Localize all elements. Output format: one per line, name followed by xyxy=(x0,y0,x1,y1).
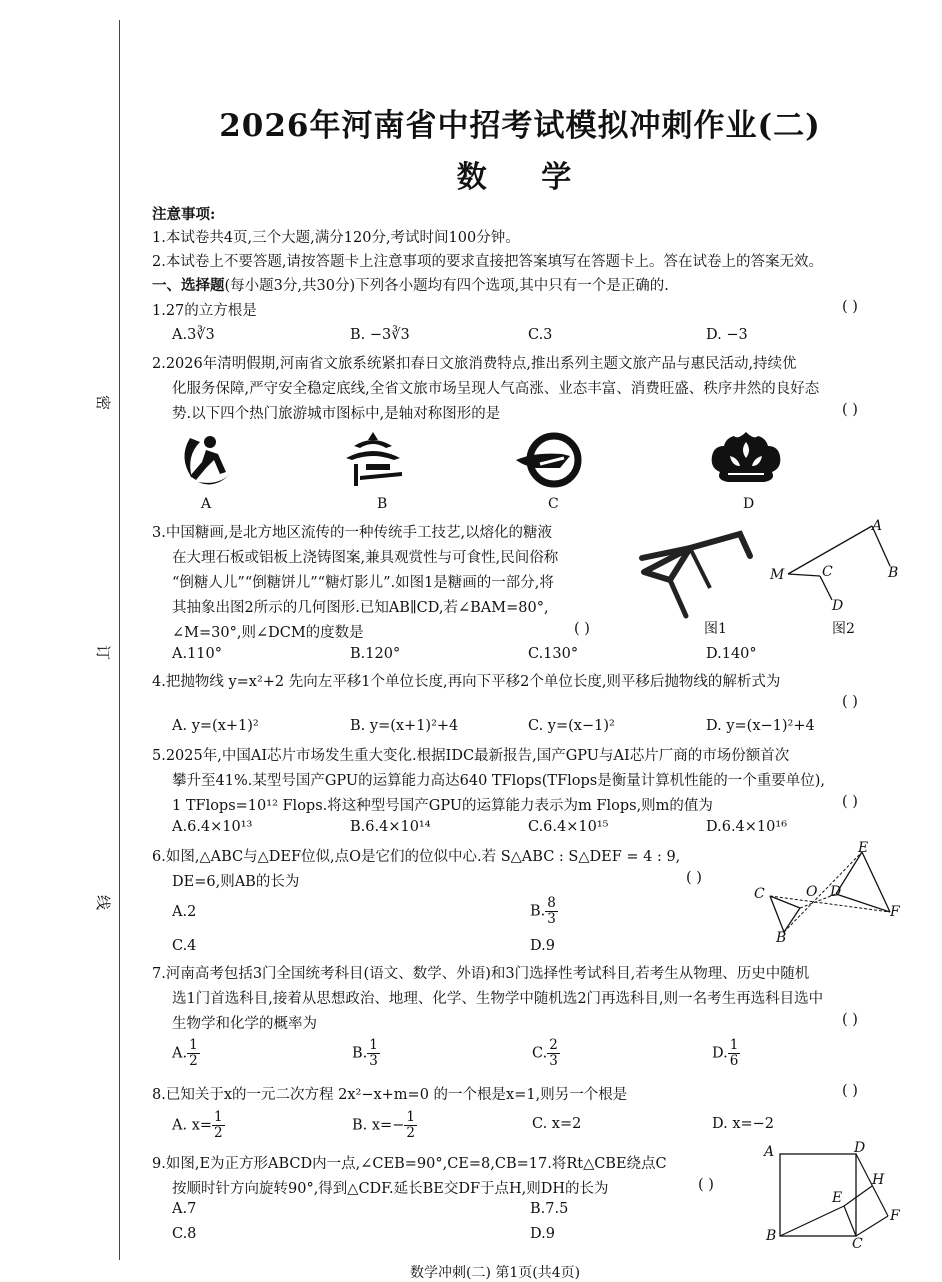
q6-point-b: B xyxy=(776,930,787,946)
q1-answer-paren: ( ) xyxy=(842,299,858,315)
q4-stem: 4.把抛物线 y=x²+2 先向左平移1个单位长度,再向下平移2个单位长度,则平移后抛物线的解析式为 xyxy=(152,674,781,690)
page-footer: 数学冲刺(二) 第1页(共4页) xyxy=(410,1265,581,1281)
q7-option-d-numerator: 1 xyxy=(729,1037,739,1053)
q9-option-d: D.9 xyxy=(530,1226,555,1242)
q3-figure-1-sugar-painting xyxy=(630,528,760,624)
q7-option-a xyxy=(172,1038,200,1069)
q9-point-h: H xyxy=(872,1172,885,1188)
q7-line-1: 7.河南高考包括3门全国统考科目(语文、数学、外语)和3门选择性考试科目,若考生从物理、历史中随机 xyxy=(152,966,810,982)
q5-line-2: 攀升至41%.某型号国产GPU的运算能力高达640 TFlops(TFlops是衡量计算机性能的一个重要单位), xyxy=(172,773,825,789)
section1-heading: 一、选择题 xyxy=(152,277,225,294)
q3-option-c: C.130° xyxy=(528,646,579,662)
q9-option-a: A.7 xyxy=(172,1201,197,1217)
city-icon-peony xyxy=(708,428,784,486)
q7-option-b-fraction xyxy=(367,1038,380,1069)
q5-line-1: 5.2025年,中国AI芯片市场发生重大变化.根据IDC最新报告,国产GPU与AI芯片厂商的市场份额首次 xyxy=(152,748,790,764)
q3-point-a: A xyxy=(872,518,883,534)
q3-line-3: “倒糖人儿”“倒糖饼儿”“糖灯影儿”.如图1是糖画的一部分,将 xyxy=(172,575,554,591)
q3-point-m: M xyxy=(770,567,785,583)
binding-line xyxy=(119,20,120,1260)
q4-option-c: C. y=(x−1)² xyxy=(528,718,615,734)
q8-option-d: D. x=−2 xyxy=(712,1116,775,1132)
q3-option-a: A.110° xyxy=(172,646,223,662)
q7-option-b xyxy=(352,1038,380,1069)
q5-option-d: D.6.4×10¹⁶ xyxy=(706,819,788,835)
binding-char-ding: 订 xyxy=(94,644,113,661)
q7-option-c xyxy=(532,1038,560,1069)
q2-label-c: C xyxy=(548,496,559,512)
subject-title: 数 学 xyxy=(456,160,594,195)
q8-stem: 8.已知关于x的一元二次方程 2x²−x+m=0 的一个根是x=1,则另一个根是 xyxy=(152,1087,628,1103)
q2-label-d: D xyxy=(743,496,755,512)
q2-line-1: 2.2026年清明假期,河南省文旅系统紧扣春日文旅消费特点,推出系列主题文旅产品与惠民活动,持续优 xyxy=(152,356,797,372)
q7-option-c-numerator: 2 xyxy=(549,1037,558,1053)
q8-option-a-fraction xyxy=(212,1110,225,1141)
notice-item-2: 2.本试卷上不要答题,请按答题卡上注意事项的要求直接把答案填写在答题卡上。答在试卷上的答案无效。 xyxy=(152,254,823,270)
q3-fig1-caption: 图1 xyxy=(704,621,727,637)
q3-line-5: ∠M=30°,则∠DCM的度数是 xyxy=(172,625,364,641)
q1-option-a: A.3∛3 xyxy=(172,327,215,343)
q5-answer-paren: ( ) xyxy=(842,794,858,810)
q5-option-b: B.6.4×10¹⁴ xyxy=(350,819,431,835)
q8-option-a xyxy=(172,1110,225,1141)
q8-option-b xyxy=(352,1110,417,1141)
q7-option-a-label: A. xyxy=(172,1045,188,1062)
q9-line-1: 9.如图,E为正方形ABCD内一点,∠CEB=90°,CE=8,CB=17.将Rt△CBE绕点C xyxy=(152,1156,667,1172)
q5-option-c: C.6.4×10¹⁵ xyxy=(528,819,609,835)
q6-point-e: E xyxy=(858,840,869,856)
q6-option-b xyxy=(530,896,558,927)
q8-answer-paren: ( ) xyxy=(842,1083,858,1099)
section1-desc: (每小题3分,共30分)下列各小题均有四个选项,其中只有一个是正确的. xyxy=(224,278,669,294)
city-icon-circle-logo xyxy=(514,430,584,492)
q7-option-b-denominator: 3 xyxy=(369,1053,378,1069)
binding-char-xian: 线 xyxy=(94,894,113,911)
q7-option-a-denominator: 2 xyxy=(189,1053,198,1069)
q3-answer-paren: ( ) xyxy=(574,621,590,637)
q7-option-d-fraction xyxy=(728,1038,741,1069)
q6-option-b-label: B. xyxy=(530,903,546,920)
q7-option-b-numerator: 1 xyxy=(369,1037,378,1053)
q8-option-c: C. x=2 xyxy=(532,1116,582,1132)
q9-answer-paren: ( ) xyxy=(698,1177,714,1193)
q3-fig2-caption: 图2 xyxy=(832,621,855,637)
q9-point-d: D xyxy=(854,1140,866,1156)
q2-line-2: 化服务保障,严守安全稳定底线,全省文旅市场呈现人气高涨、业态丰富、消费旺盛、秩序井然的良好态 xyxy=(172,381,820,397)
q4-answer-paren: ( ) xyxy=(842,694,858,710)
q8-option-b-denominator: 2 xyxy=(406,1125,415,1141)
section1-header xyxy=(152,274,669,295)
q2-label-a: A xyxy=(201,496,212,512)
q2-line-3: 势.以下四个热门旅游城市图标中,是轴对称图形的是 xyxy=(172,406,501,422)
q6-option-b-numerator: 8 xyxy=(547,895,556,911)
q7-option-c-denominator: 3 xyxy=(549,1053,558,1069)
q2-label-b: B xyxy=(377,496,388,512)
q3-point-c: C xyxy=(822,564,833,580)
q6-option-c: C.4 xyxy=(172,938,197,954)
q6-option-b-denominator: 3 xyxy=(547,911,556,927)
q7-option-d xyxy=(712,1038,740,1069)
q3-point-b: B xyxy=(888,565,899,581)
q3-line-2: 在大理石板或铝板上浇铸图案,兼具观赏性与可食性,民间俗称 xyxy=(172,550,559,566)
q7-option-a-fraction xyxy=(187,1038,200,1069)
q3-point-d: D xyxy=(832,598,844,614)
q1-option-b: B. −3∛3 xyxy=(350,327,410,343)
q3-line-1: 3.中国糖画,是北方地区流传的一种传统手工技艺,以熔化的糖液 xyxy=(152,525,553,541)
q7-option-c-label: C. xyxy=(532,1045,548,1062)
q4-option-d: D. y=(x−1)²+4 xyxy=(706,718,815,734)
q7-option-a-numerator: 1 xyxy=(189,1037,198,1053)
q7-option-d-label: D. xyxy=(712,1045,728,1062)
q8-option-b-numerator: 1 xyxy=(406,1109,415,1125)
q1-option-d: D. −3 xyxy=(706,327,748,343)
notice-item-1: 1.本试卷共4页,三个大题,满分120分,考试时间100分钟。 xyxy=(152,230,520,246)
q6-line-2: DE=6,则AB的长为 xyxy=(172,874,300,890)
q9-point-c: C xyxy=(852,1236,863,1252)
q3-option-d: D.140° xyxy=(706,646,757,662)
q6-answer-paren: ( ) xyxy=(686,870,702,886)
q1-option-c: C.3 xyxy=(528,327,553,343)
q7-option-d-denominator: 6 xyxy=(729,1053,739,1069)
q7-answer-paren: ( ) xyxy=(842,1012,858,1028)
q6-point-d: D xyxy=(830,884,842,900)
binding-char-mi: 密 xyxy=(94,394,113,411)
q8-option-b-fraction xyxy=(404,1110,417,1141)
q5-line-3: 1 TFlops=10¹² Flops.将这种型号国产GPU的运算能力表示为m Flops,则m的值为 xyxy=(172,798,713,814)
q2-answer-paren: ( ) xyxy=(842,402,858,418)
q9-option-b: B.7.5 xyxy=(530,1201,569,1217)
q9-point-b: B xyxy=(766,1228,777,1244)
q6-option-a: A.2 xyxy=(172,904,197,920)
city-icon-runner xyxy=(176,428,238,490)
q3-line-4: 其抽象出图2所示的几何图形.已知AB∥CD,若∠BAM=80°, xyxy=(172,600,549,616)
q6-point-o: O xyxy=(806,884,818,900)
city-icon-pagoda xyxy=(340,430,406,490)
q7-option-b-label: B. xyxy=(352,1045,368,1062)
q7-line-3: 生物学和化学的概率为 xyxy=(172,1016,317,1032)
q7-line-2: 选1门首选科目,接着从思想政治、地理、化学、生物学中随机选2门再选科目,则一名考生再选科目选中 xyxy=(172,991,824,1007)
q1-stem: 1.27的立方根是 xyxy=(152,303,257,319)
q6-point-c: C xyxy=(754,886,765,902)
q6-option-b-fraction xyxy=(545,896,558,927)
q6-line-1: 6.如图,△ABC与△DEF位似,点O是它们的位似中心.若 S△ABC : S△DEF = 4 : 9, xyxy=(152,849,681,865)
q9-line-2: 按顺时针方向旋转90°,得到△CDF.延长BE交DF于点H,则DH的长为 xyxy=(172,1181,609,1197)
q4-option-b: B. y=(x+1)²+4 xyxy=(350,718,459,734)
q9-point-a: A xyxy=(764,1144,775,1160)
q6-point-f: F xyxy=(890,904,900,920)
notice-heading: 注意事项: xyxy=(152,206,216,223)
q3-option-b: B.120° xyxy=(350,646,401,662)
q7-option-c-fraction xyxy=(547,1038,560,1069)
q8-option-a-label: A. x= xyxy=(172,1117,213,1134)
q4-option-a: A. y=(x+1)² xyxy=(172,718,259,734)
q8-option-a-numerator: 1 xyxy=(214,1109,223,1125)
q5-option-a: A.6.4×10¹³ xyxy=(172,819,253,835)
q9-option-c: C.8 xyxy=(172,1226,197,1242)
q8-option-b-label: B. x=− xyxy=(352,1117,405,1134)
q9-point-e: E xyxy=(832,1190,843,1206)
q9-point-f: F xyxy=(890,1208,900,1224)
q6-option-d: D.9 xyxy=(530,938,555,954)
exam-title: 2026年河南省中招考试模拟冲刺作业(二) xyxy=(219,108,821,144)
q8-option-a-denominator: 2 xyxy=(214,1125,223,1141)
